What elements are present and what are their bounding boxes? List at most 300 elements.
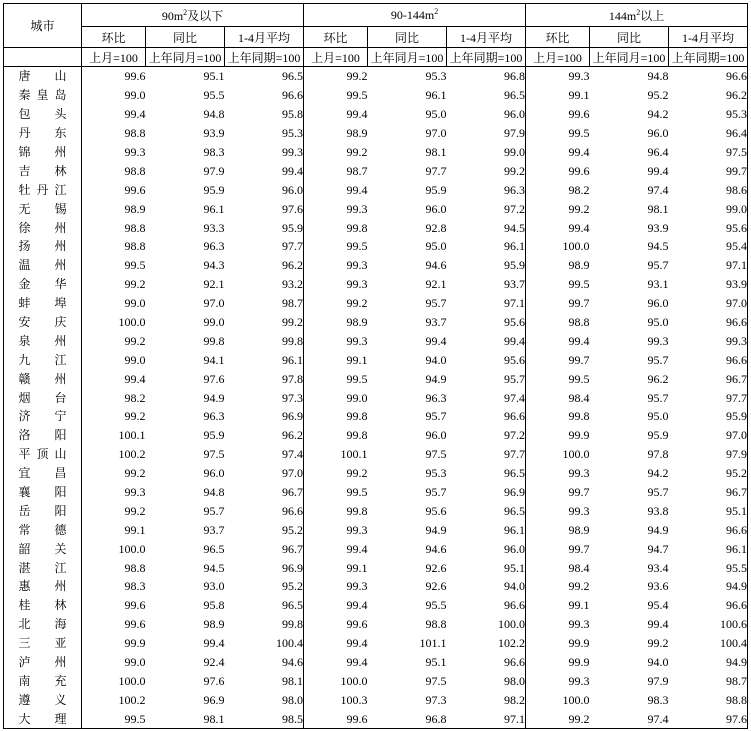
table-row: [4, 161, 748, 180]
index-value-cell: 99.6: [124, 617, 146, 632]
index-value-cell: 94.1: [203, 352, 225, 367]
index-value-cell: 93.0: [203, 579, 225, 594]
index-value-cell: 95.6: [425, 503, 447, 518]
city-name: 襄阳: [18, 485, 91, 500]
index-value-cell: 97.8: [225, 369, 304, 388]
index-value-cell: 99.2: [568, 579, 590, 594]
base-header-same-period: 上年同期=100: [447, 48, 526, 67]
index-value-cell: 97.0: [669, 426, 748, 445]
city-name-cell: [4, 161, 91, 180]
index-value-cell: 97.7: [225, 237, 304, 256]
index-value-cell: 100.4: [225, 634, 304, 653]
index-value-cell: 97.6: [203, 371, 225, 386]
index-value-cell: 93.4: [647, 560, 669, 575]
city-name-cell: [4, 67, 91, 86]
index-value-cell: 99.7: [568, 296, 590, 311]
index-value-cell: 98.8: [669, 690, 748, 709]
index-value-cell: 99.4: [346, 598, 368, 613]
index-value-cell: 99.1: [568, 598, 590, 613]
index-value-cell: 97.6: [225, 199, 304, 218]
city-name: 平顶山: [18, 447, 73, 462]
index-value-cell: 95.9: [669, 407, 748, 426]
index-value-cell: 95.7: [647, 352, 669, 367]
index-value-cell: 94.9: [425, 522, 447, 537]
index-value-cell: 99.5: [82, 709, 146, 728]
index-value-cell: 99.5: [124, 258, 146, 273]
table-row: [4, 369, 748, 388]
index-value-cell: 93.8: [647, 503, 669, 518]
index-value-cell: 99.0: [124, 88, 146, 103]
index-value-cell: 99.4: [568, 333, 590, 348]
index-value-cell: 95.9: [647, 428, 669, 443]
index-value-cell: 99.4: [124, 107, 146, 122]
index-value-cell: 95.1: [203, 69, 225, 84]
index-value-cell: 100.0: [447, 615, 526, 634]
city-name-cell: [4, 558, 91, 577]
index-value-cell: 99.3: [568, 466, 590, 481]
index-value-cell: 94.6: [225, 653, 304, 672]
index-value-cell: 96.2: [647, 371, 669, 386]
index-value-cell: 96.5: [225, 596, 304, 615]
index-value-cell: 99.1: [346, 560, 368, 575]
index-value-cell: 99.8: [346, 409, 368, 424]
city-column-header: 城市: [4, 4, 82, 48]
index-value-cell: 97.5: [203, 447, 225, 462]
index-value-cell: 93.7: [203, 522, 225, 537]
index-value-cell: 99.9: [124, 636, 146, 651]
index-value-cell: 97.9: [669, 445, 748, 464]
table-row: [4, 445, 748, 464]
index-value-cell: 99.4: [346, 541, 368, 556]
index-value-cell: 99.2: [346, 145, 368, 159]
city-name-cell: [4, 464, 91, 483]
city-name: 包头: [18, 107, 91, 122]
table-row: [4, 67, 748, 86]
city-name-cell: [4, 275, 91, 294]
city-name: 锦州: [18, 145, 91, 159]
index-value-cell: 98.1: [225, 672, 304, 691]
index-value-cell: 96.6: [669, 67, 748, 86]
city-name-cell: [4, 539, 91, 558]
index-value-cell: 99.2: [526, 709, 590, 728]
index-value-cell: 99.3: [647, 333, 669, 348]
index-value-cell: 99.9: [568, 655, 590, 670]
index-value-cell: 99.3: [568, 617, 590, 632]
city-name: 常德: [18, 522, 91, 537]
index-value-cell: 97.6: [203, 673, 225, 688]
index-value-cell: 96.3: [447, 180, 526, 199]
city-name: 泉州: [18, 333, 91, 348]
index-value-cell: 97.1: [669, 256, 748, 275]
index-value-cell: 93.1: [647, 277, 669, 292]
index-value-cell: 99.7: [568, 352, 590, 367]
index-value-cell: 95.7: [647, 258, 669, 273]
index-value-cell: 95.3: [425, 69, 447, 84]
index-value-cell: 96.0: [225, 180, 304, 199]
index-value-cell: 98.8: [124, 560, 146, 575]
index-value-cell: 99.6: [304, 709, 368, 728]
index-value-cell: 99.4: [124, 371, 146, 386]
index-value-cell: 95.8: [203, 598, 225, 613]
index-value-cell: 98.2: [568, 182, 590, 197]
index-value-cell: 102.2: [447, 634, 526, 653]
index-value-cell: 94.9: [669, 577, 748, 596]
index-value-cell: 99.3: [568, 69, 590, 84]
index-value-cell: 97.7: [447, 445, 526, 464]
index-value-cell: 94.8: [203, 107, 225, 122]
index-value-cell: 94.5: [203, 560, 225, 575]
index-value-cell: 95.0: [647, 315, 669, 330]
index-value-cell: 94.7: [647, 541, 669, 556]
index-value-cell: 99.3: [124, 145, 146, 159]
index-value-cell: 99.3: [346, 201, 368, 216]
index-value-cell: 99.4: [568, 145, 590, 159]
city-name-cell: [4, 407, 91, 426]
index-value-cell: 95.6: [669, 218, 748, 237]
table-row: [4, 199, 748, 218]
sub-header-mom: 环比: [304, 27, 368, 48]
index-value-cell: 97.4: [590, 709, 669, 728]
index-value-cell: 99.4: [346, 636, 368, 651]
index-value-cell: 99.8: [225, 615, 304, 634]
city-name: 无锡: [18, 201, 91, 216]
index-value-cell: 94.0: [425, 352, 447, 367]
index-value-cell: 98.8: [425, 617, 447, 632]
city-name-cell: [4, 105, 91, 124]
index-value-cell: 96.2: [225, 426, 304, 445]
index-value-cell: 99.8: [568, 409, 590, 424]
index-value-cell: 96.7: [225, 483, 304, 502]
group-header-over-144: $144m^2$以上: [526, 4, 748, 27]
table-row: [4, 596, 748, 615]
index-value-cell: 97.5: [425, 447, 447, 462]
index-value-cell: 96.7: [669, 369, 748, 388]
index-value-cell: 99.2: [568, 201, 590, 216]
index-value-cell: 99.4: [647, 163, 669, 178]
index-value-cell: 97.9: [647, 673, 669, 688]
city-name-cell: [4, 143, 91, 162]
table-row: [4, 407, 748, 426]
index-value-cell: 96.2: [225, 256, 304, 275]
index-value-cell: 95.4: [647, 598, 669, 613]
index-value-cell: 92.8: [425, 220, 447, 235]
index-value-cell: 100.0: [562, 692, 590, 707]
index-value-cell: 99.5: [346, 371, 368, 386]
table-row: [4, 331, 748, 350]
index-value-cell: 98.2: [124, 390, 146, 405]
index-value-cell: 96.1: [447, 237, 526, 256]
city-name-cell: [4, 331, 91, 350]
table-row: [4, 634, 748, 653]
index-value-cell: 99.0: [447, 143, 526, 162]
index-value-cell: 100.3: [340, 692, 368, 707]
index-value-cell: 100.1: [118, 428, 146, 443]
index-value-cell: 94.9: [203, 390, 225, 405]
index-value-cell: 94.8: [203, 485, 225, 500]
sub-header-yoy: 同比: [590, 27, 669, 48]
index-value-cell: 96.6: [669, 313, 748, 332]
index-value-cell: 95.6: [447, 350, 526, 369]
table-row: [4, 180, 748, 199]
city-name-cell: [4, 256, 91, 275]
index-value-cell: 98.0: [447, 672, 526, 691]
city-name-cell: [4, 577, 91, 596]
index-value-cell: 99.1: [568, 88, 590, 103]
index-value-cell: 98.8: [124, 163, 146, 178]
index-value-cell: 99.7: [568, 541, 590, 556]
city-name: 济宁: [18, 409, 91, 424]
city-name: 北海: [18, 617, 91, 632]
index-value-cell: 99.3: [225, 143, 304, 162]
index-value-cell: 95.2: [669, 464, 748, 483]
index-value-cell: 99.2: [124, 503, 146, 518]
city-name: 温州: [18, 258, 91, 273]
index-value-cell: 96.7: [225, 539, 304, 558]
table-row: [4, 483, 748, 502]
city-name-cell: [4, 445, 82, 464]
index-value-cell: 97.1: [447, 294, 526, 313]
index-value-cell: 99.1: [124, 522, 146, 537]
index-value-cell: 95.9: [203, 428, 225, 443]
index-value-cell: 95.5: [669, 558, 748, 577]
index-value-cell: 100.6: [669, 615, 748, 634]
city-name: 三亚: [18, 636, 91, 651]
index-value-cell: 94.6: [425, 541, 447, 556]
index-value-cell: 96.7: [669, 483, 748, 502]
index-value-cell: 98.5: [225, 709, 304, 728]
index-value-cell: 95.3: [669, 105, 748, 124]
index-value-cell: 96.0: [647, 296, 669, 311]
sub-header-yoy: 同比: [146, 27, 225, 48]
index-value-cell: 99.2: [346, 69, 368, 84]
index-value-cell: 95.2: [225, 577, 304, 596]
city-name-cell: [4, 199, 91, 218]
index-value-cell: 97.0: [669, 294, 748, 313]
index-value-cell: 99.5: [568, 126, 590, 141]
city-name: 安庆: [18, 315, 91, 330]
index-value-cell: 97.3: [425, 692, 447, 707]
index-value-cell: 96.9: [225, 407, 304, 426]
base-header-prev-month: 上月=100: [304, 48, 368, 67]
index-value-cell: 99.0: [346, 390, 368, 405]
index-value-cell: 95.7: [447, 369, 526, 388]
index-value-cell: 97.5: [425, 673, 447, 688]
index-value-cell: 99.5: [568, 277, 590, 292]
index-value-cell: 98.7: [346, 163, 368, 178]
index-value-cell: 97.0: [225, 464, 304, 483]
index-value-cell: 99.9: [568, 428, 590, 443]
index-value-cell: 99.8: [346, 220, 368, 235]
index-value-cell: 98.1: [146, 709, 225, 728]
city-name-cell: [4, 124, 91, 143]
index-value-cell: 96.4: [669, 124, 748, 143]
city-name: 遵义: [18, 692, 91, 707]
index-value-cell: 95.0: [647, 409, 669, 424]
index-value-cell: 99.0: [124, 352, 146, 367]
city-name: 丹东: [18, 126, 91, 141]
index-value-cell: 99.3: [124, 485, 146, 500]
index-value-cell: 96.6: [447, 596, 526, 615]
city-name-cell: [4, 520, 91, 539]
index-value-cell: 96.5: [203, 541, 225, 556]
index-value-cell: 99.0: [124, 296, 146, 311]
index-value-cell: 96.3: [425, 390, 447, 405]
index-value-cell: 99.8: [346, 503, 368, 518]
base-header-prev-month: 上月=100: [526, 48, 590, 67]
base-header-empty: [4, 48, 82, 67]
table-row: [4, 105, 748, 124]
city-name-cell: [4, 672, 91, 691]
city-name-cell: [4, 483, 91, 502]
city-name: 烟台: [18, 390, 91, 405]
index-value-cell: 96.4: [647, 145, 669, 159]
index-value-cell: 96.6: [669, 520, 748, 539]
index-value-cell: 99.2: [124, 333, 146, 348]
index-value-cell: 93.9: [203, 126, 225, 141]
index-value-cell: 99.2: [346, 296, 368, 311]
index-value-cell: 94.2: [647, 107, 669, 122]
index-value-cell: 100.1: [340, 447, 368, 462]
index-value-cell: 99.6: [346, 617, 368, 632]
index-value-cell: 94.0: [647, 655, 669, 670]
base-header-same-month: 上年同月=100: [146, 48, 225, 67]
index-value-cell: 95.9: [425, 182, 447, 197]
index-value-cell: 98.1: [425, 145, 447, 159]
index-value-cell: 99.7: [568, 485, 590, 500]
sub-header-avg: 1-4月平均: [225, 27, 304, 48]
index-value-cell: 93.7: [425, 315, 447, 330]
table-row: [4, 426, 748, 445]
index-value-cell: 97.2: [447, 199, 526, 218]
sub-header-avg: 1-4月平均: [669, 27, 748, 48]
index-value-cell: 95.8: [225, 105, 304, 124]
index-value-cell: 95.2: [225, 520, 304, 539]
index-value-cell: 93.6: [647, 579, 669, 594]
city-name-cell: [4, 86, 82, 105]
index-value-cell: 99.5: [346, 485, 368, 500]
index-value-cell: 93.7: [447, 275, 526, 294]
index-value-cell: 97.3: [225, 388, 304, 407]
city-name-cell: [4, 313, 91, 332]
index-value-cell: 99.8: [346, 428, 368, 443]
index-value-cell: 99.6: [124, 598, 146, 613]
city-name-cell: [4, 388, 91, 407]
index-value-cell: 96.8: [447, 67, 526, 86]
sub-header-mom: 环比: [82, 27, 146, 48]
index-value-cell: 99.2: [124, 409, 146, 424]
table-row: [4, 690, 748, 709]
table-row: [4, 501, 748, 520]
index-value-cell: 96.6: [669, 596, 748, 615]
index-value-cell: 100.4: [669, 634, 748, 653]
index-value-cell: 93.2: [225, 275, 304, 294]
index-value-cell: 94.3: [203, 258, 225, 273]
index-value-cell: 98.9: [346, 315, 368, 330]
index-value-cell: 98.0: [225, 690, 304, 709]
city-name-cell: [4, 237, 91, 256]
index-value-cell: 99.2: [447, 161, 526, 180]
index-value-cell: 99.1: [346, 352, 368, 367]
index-value-cell: 98.3: [203, 145, 225, 159]
index-value-cell: 100.0: [118, 673, 146, 688]
table-row: [4, 237, 748, 256]
index-value-cell: 99.3: [669, 331, 748, 350]
index-value-cell: 94.0: [447, 577, 526, 596]
index-value-cell: 94.9: [425, 371, 447, 386]
city-name: 唐山: [18, 69, 91, 84]
city-name-cell: [4, 615, 91, 634]
index-value-cell: 99.4: [568, 220, 590, 235]
index-value-cell: 99.2: [647, 636, 669, 651]
index-value-cell: 95.0: [425, 107, 447, 122]
index-value-cell: 92.1: [425, 277, 447, 292]
city-name: 吉林: [18, 163, 91, 178]
index-value-cell: 99.4: [225, 161, 304, 180]
index-value-cell: 96.1: [425, 88, 447, 103]
index-value-cell: 96.6: [225, 86, 304, 105]
city-name-cell: [4, 501, 91, 520]
city-name: 九江: [18, 352, 91, 367]
index-value-cell: 99.4: [203, 636, 225, 651]
index-value-cell: 97.4: [647, 182, 669, 197]
index-value-cell: 98.4: [568, 560, 590, 575]
index-value-cell: 100.2: [118, 692, 146, 707]
index-value-cell: 96.1: [669, 539, 748, 558]
index-value-cell: 99.2: [124, 277, 146, 292]
city-name: 扬州: [18, 239, 91, 254]
index-value-cell: 99.4: [346, 107, 368, 122]
index-value-cell: 97.5: [669, 143, 748, 162]
index-value-cell: 97.6: [669, 709, 748, 728]
index-value-cell: 96.8: [368, 709, 447, 728]
index-value-cell: 97.2: [447, 426, 526, 445]
table-row: [4, 709, 748, 728]
city-name-cell: [4, 350, 91, 369]
base-header-same-month: 上年同月=100: [590, 48, 669, 67]
table-row: [4, 350, 748, 369]
index-value-cell: 97.4: [225, 445, 304, 464]
index-value-cell: 95.1: [425, 655, 447, 670]
index-value-cell: 98.8: [568, 315, 590, 330]
index-value-cell: 92.1: [203, 277, 225, 292]
index-value-cell: 98.6: [669, 180, 748, 199]
index-value-cell: 94.6: [425, 258, 447, 273]
base-header-same-month: 上年同月=100: [368, 48, 447, 67]
city-name-cell: [4, 690, 91, 709]
index-value-cell: 96.0: [647, 126, 669, 141]
index-value-cell: 95.2: [647, 88, 669, 103]
table-row: [4, 86, 748, 105]
index-value-cell: 98.4: [568, 390, 590, 405]
index-value-cell: 98.9: [568, 522, 590, 537]
city-name: 韶关: [18, 541, 91, 556]
index-value-cell: 98.7: [225, 294, 304, 313]
index-value-cell: 96.1: [447, 520, 526, 539]
index-value-cell: 99.5: [568, 371, 590, 386]
index-value-cell: 99.6: [124, 182, 146, 197]
index-value-cell: 92.6: [425, 579, 447, 594]
index-value-cell: 99.2: [346, 466, 368, 481]
index-value-cell: 97.0: [425, 126, 447, 141]
index-value-cell: 99.4: [425, 333, 447, 348]
index-value-cell: 94.5: [447, 218, 526, 237]
index-value-cell: 99.3: [346, 579, 368, 594]
index-value-cell: 99.3: [568, 673, 590, 688]
index-value-cell: 100.0: [118, 541, 146, 556]
index-value-cell: 99.2: [225, 313, 304, 332]
index-value-cell: 95.7: [425, 485, 447, 500]
index-value-cell: 94.8: [647, 69, 669, 84]
